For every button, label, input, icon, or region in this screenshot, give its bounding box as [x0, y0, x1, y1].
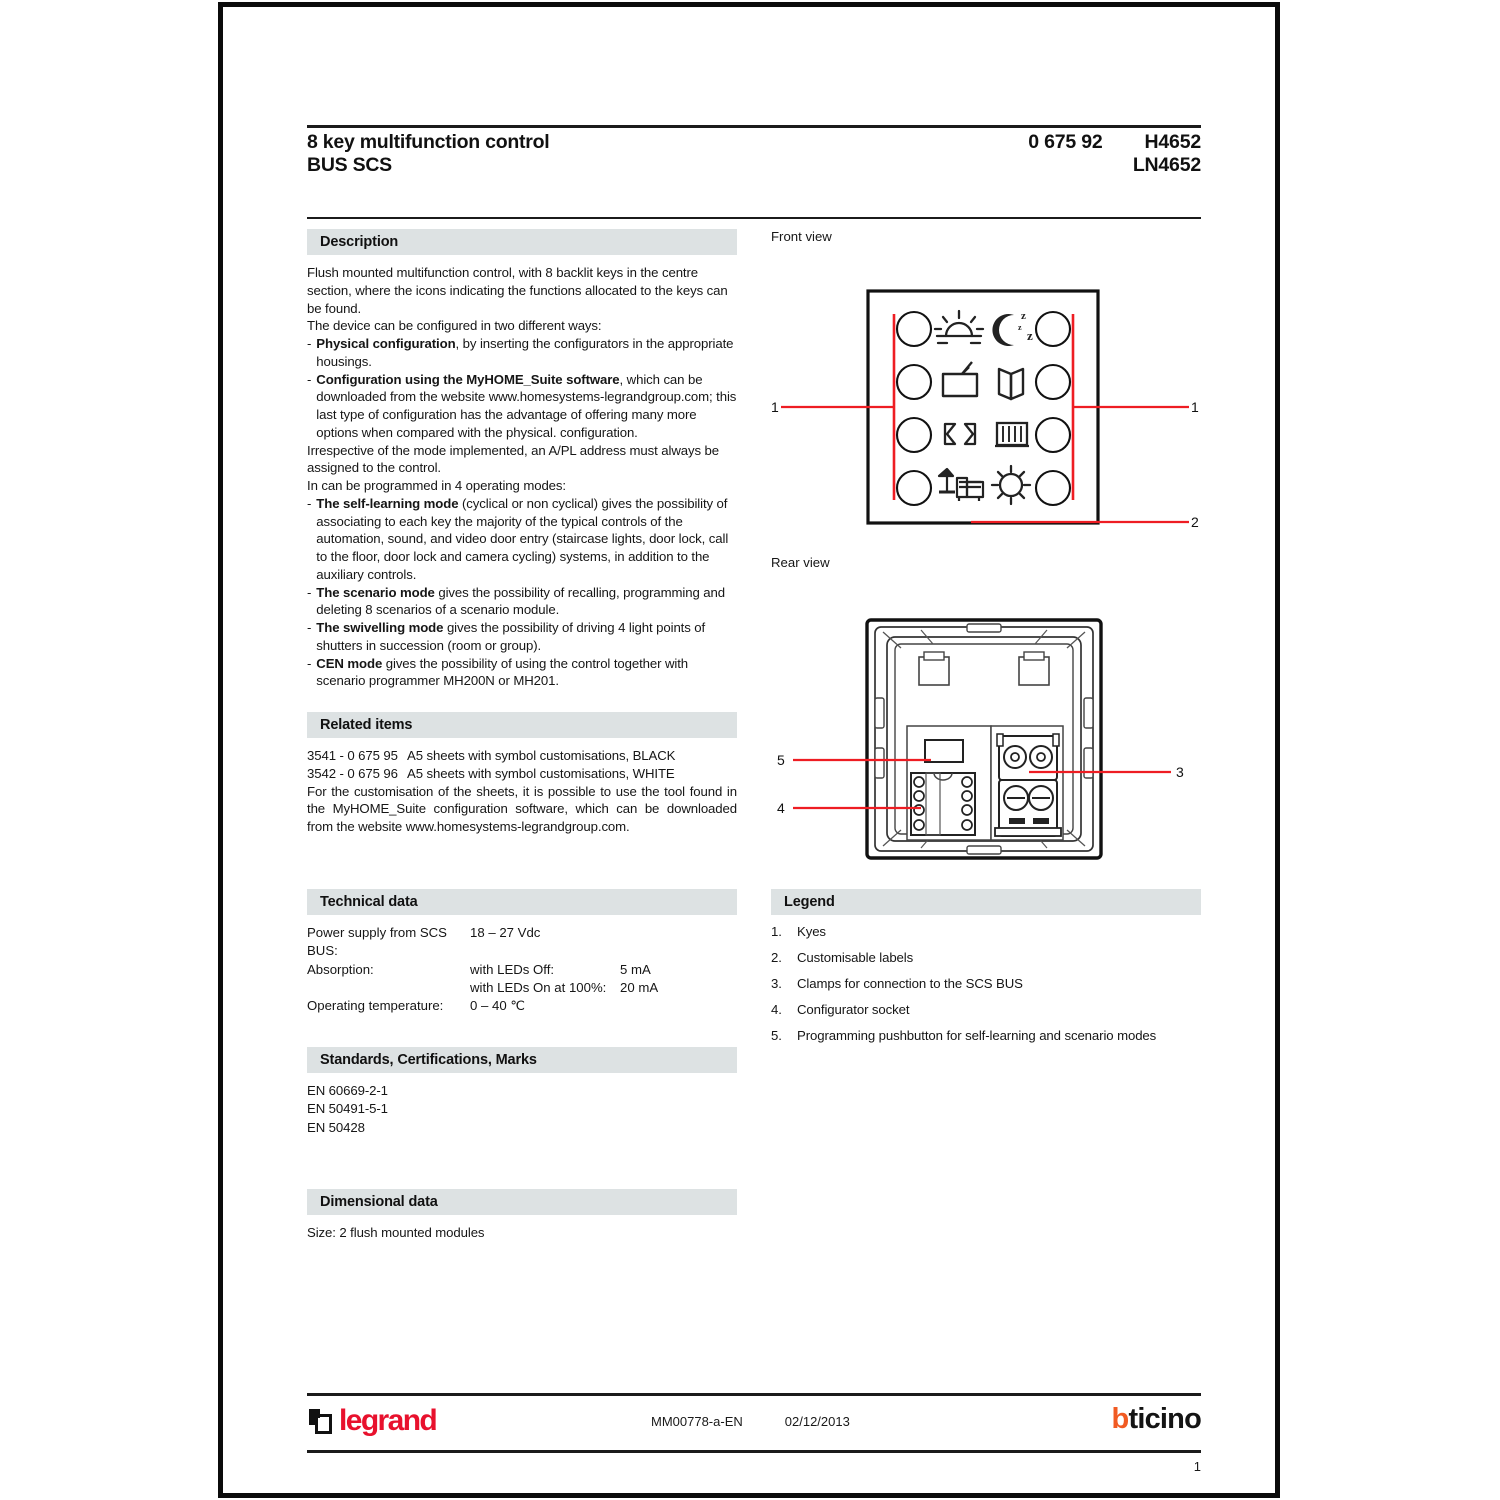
- configurator-pin: [962, 820, 972, 830]
- tech-value: 0 – 40 ℃: [470, 998, 526, 1014]
- related-items-section: [307, 712, 737, 836]
- configurator-pin: [962, 805, 972, 815]
- page-title: 8 key multifunction control: [307, 131, 550, 153]
- related-item-desc: A5 sheets with symbol customisations, WHITE: [407, 765, 675, 781]
- table-row: [307, 961, 737, 979]
- related-items-body: [307, 747, 737, 836]
- mounting-boss-left: [919, 657, 949, 685]
- mode-bullet-self-learning-bold: The self-learning mode: [316, 495, 459, 511]
- product-code-h: H4652: [1144, 131, 1201, 153]
- svg-text:z: z: [1018, 323, 1022, 332]
- page-subtitle: BUS SCS: [307, 154, 392, 176]
- front-view-caption: Front view: [771, 229, 832, 244]
- technical-data-table: [307, 924, 737, 1016]
- tech-key: Power supply from SCS BUS:: [307, 925, 447, 959]
- bullet-dash: -: [307, 371, 312, 387]
- standard-item: EN 50428: [307, 1119, 365, 1135]
- legend-label: Customisable labels: [797, 950, 914, 965]
- legend-number: 4.: [771, 1002, 782, 1017]
- key-button-6[interactable]: [1036, 365, 1070, 399]
- list-item: [771, 924, 1201, 939]
- rear-callout-number-4: 4: [777, 800, 785, 816]
- key-button-3[interactable]: [897, 418, 931, 452]
- rear-view-drawing-wrap: [771, 580, 1201, 870]
- description-body: [307, 264, 737, 690]
- side-slot-right-bottom: [1084, 748, 1093, 778]
- key-button-1[interactable]: [897, 312, 931, 346]
- table-row: [307, 979, 737, 997]
- mode-bullet-scenario-rest: gives the possibility of recalling, programming and deleting 8 scenarios of a scenario module.: [316, 584, 725, 618]
- configurator-pin: [962, 791, 972, 801]
- bullet-dash: -: [307, 336, 312, 351]
- legend-header-bar: [771, 889, 1201, 915]
- legrand-wordmark: legrand: [339, 1404, 437, 1437]
- config-bullet-software-text: [316, 371, 737, 442]
- programming-pushbutton[interactable]: [925, 740, 963, 762]
- mode-bullet-self-learning-text: [316, 495, 737, 584]
- tech-value-2: 20 mA: [620, 980, 659, 996]
- list-item: [771, 976, 1201, 991]
- legrand-logo: [309, 1406, 436, 1436]
- rear-view-figure: [771, 555, 1201, 870]
- mode-bullet-self-learning-rest: (cyclical or non cyclical) gives the possibility of associating to each key the majority of the typical controls of the automation, sound, and video door entry (staircase lights, door lock, call to the floor, door lock and camera cycling) systems, in addition to the auxiliary controls.: [316, 495, 729, 582]
- description-paragraph-3: Irrespective of the mode implemented, an A/PL address must always be assigned to the control.: [307, 442, 719, 476]
- tech-value-2: 5 mA: [620, 961, 651, 977]
- technical-data-header-label: Technical data: [320, 894, 418, 910]
- document-header: [307, 131, 1201, 195]
- rear-view-caption: Rear view: [771, 555, 830, 570]
- side-slot-left-bottom: [875, 748, 884, 778]
- latch-tab-top: [967, 624, 1001, 632]
- mode-bullet-cen-bold: CEN mode: [316, 655, 383, 671]
- related-items-header-label: Related items: [320, 717, 413, 733]
- legend-label: Programming pushbutton for self-learning and scenario modes: [797, 1028, 1157, 1043]
- side-slot-left-top: [875, 698, 884, 728]
- standard-item: EN 60669-2-1: [307, 1083, 388, 1098]
- bullet-dash: -: [307, 495, 312, 511]
- mode-bullet-cen-rest: gives the possibility of using the control together with scenario programmer MH200N or MH201.: [316, 655, 689, 689]
- key-button-7[interactable]: [1036, 418, 1070, 452]
- related-items-note: For the customisation of the sheets, it is possible to use the tool found in the MyHOME_Suite configuration software, which can be downloaded from the website www.homesystems-legrandgroup.com.: [307, 783, 737, 834]
- configurator-pin: [914, 805, 924, 815]
- header-code-block: [1028, 131, 1201, 177]
- front-callout-right-number: 1: [1191, 399, 1199, 415]
- bus-clamp-terminal-1-hole: [1011, 753, 1019, 761]
- mode-bullet-scenario-text: [316, 584, 737, 620]
- technical-data-section: [307, 889, 737, 1016]
- tech-value: with LEDs On at 100%:: [470, 980, 607, 996]
- config-bullet-physical-bold: Physical configuration: [316, 336, 456, 351]
- bus-clamp-wire-slot-1: [1009, 818, 1025, 824]
- technical-data-header-bar: [307, 889, 737, 915]
- front-view-drawing: [771, 254, 1201, 546]
- description-paragraph-2: The device can be configured in two different ways:: [307, 318, 602, 334]
- configurator-pin: [914, 820, 924, 830]
- rear-callout-number-3: 3: [1176, 764, 1184, 780]
- svg-text:z: z: [1021, 310, 1026, 322]
- related-item-row: [307, 765, 737, 783]
- legend-section: [771, 889, 1201, 1054]
- rear-view-drawing: [771, 580, 1201, 870]
- side-slot-right-top: [1084, 698, 1093, 728]
- legrand-mark-part-c: [318, 1418, 327, 1430]
- bus-clamp-terminal-2-hole: [1037, 753, 1045, 761]
- mode-bullet-swivelling: [307, 619, 737, 655]
- front-callout-left-number: 1: [771, 399, 779, 415]
- product-code-ln: LN4652: [1132, 154, 1201, 176]
- config-bullet-software-rest: , which can be downloaded from the website www.homesystems-legrandgroup.com; this last type of configuration has the advantage of offering many more options when compared with the physical. configuration.: [316, 371, 737, 440]
- header-title-block: [307, 131, 549, 177]
- mode-bullet-swivelling-text: [316, 619, 737, 655]
- related-item-code: 3542 - 0 675 96: [307, 765, 398, 781]
- dimensional-data-header-bar: [307, 1189, 737, 1215]
- bus-clamp-tab-left: [997, 734, 1003, 746]
- legend-number: 1.: [771, 924, 782, 939]
- mode-bullet-scenario-bold: The scenario mode: [316, 584, 435, 600]
- configurator-pin: [914, 777, 924, 787]
- bus-clamp-tab-right: [1053, 734, 1059, 746]
- related-item-code: 3541 - 0 675 95: [307, 748, 398, 763]
- standards-body: [307, 1082, 737, 1137]
- description-header-label: Description: [320, 234, 399, 250]
- mode-bullet-swivelling-rest: gives the possibility of driving 4 light points of shutters in succession (room or group).: [316, 620, 706, 653]
- document-footer: [307, 1396, 1201, 1450]
- header-rule-top: [307, 125, 1201, 128]
- list-item: [771, 1002, 1201, 1017]
- tech-key: [307, 979, 470, 997]
- footer-rule-bottom: [307, 1450, 1201, 1453]
- standards-section: [307, 1047, 737, 1137]
- legend-list: [771, 924, 1201, 1043]
- table-row: [307, 924, 737, 961]
- header-code-row-1: [1028, 131, 1201, 154]
- legend-label: Configurator socket: [797, 1002, 910, 1017]
- document-code: MM00778-a-EN: [651, 1414, 743, 1429]
- mode-bullet-scenario: [307, 584, 737, 620]
- document-sheet: [218, 2, 1280, 1498]
- bus-clamp-base: [995, 828, 1061, 836]
- bullet-dash: -: [307, 655, 312, 671]
- mode-bullet-cen: [307, 655, 737, 691]
- key-button-4[interactable]: [897, 471, 931, 505]
- config-bullet-physical-text: [316, 335, 737, 371]
- dimensional-data-section: [307, 1189, 737, 1242]
- mode-bullet-self-learning: [307, 495, 737, 584]
- list-item: [771, 1028, 1201, 1043]
- latch-tab-bottom: [967, 846, 1001, 854]
- legend-number: 3.: [771, 976, 782, 991]
- tech-key: Operating temperature:: [307, 998, 444, 1014]
- front-callout-bottom-number: 2: [1191, 514, 1199, 530]
- document-date: 02/12/2013: [784, 1414, 850, 1429]
- page-number: 1: [1193, 1459, 1201, 1474]
- description-paragraph-1: Flush mounted multifunction control, with 8 backlit keys in the centre section, where the icons indicating the functions allocated to the keys can be found.: [307, 265, 728, 316]
- legend-number: 5.: [771, 1028, 782, 1043]
- document-page: [223, 7, 1275, 1493]
- legend-number: 2.: [771, 950, 782, 965]
- standards-header-label: Standards, Certifications, Marks: [320, 1052, 537, 1068]
- related-item-desc: A5 sheets with symbol customisations, BLACK: [407, 748, 676, 763]
- tech-key: Absorption:: [307, 961, 374, 977]
- rear-callout-number-5: 5: [777, 752, 785, 768]
- config-bullet-software: [307, 371, 737, 442]
- bticino-logo-rest: ticino: [1128, 1403, 1201, 1435]
- standard-item: EN 50491-5-1: [307, 1101, 388, 1117]
- legend-header-label: Legend: [784, 894, 835, 910]
- front-view-drawing-wrap: [771, 254, 1201, 546]
- description-section: [307, 229, 737, 690]
- configurator-pin: [914, 791, 924, 801]
- standards-header-bar: [307, 1047, 737, 1073]
- tech-value: with LEDs Off:: [470, 961, 555, 977]
- config-bullet-software-bold: Configuration using the MyHOME_Suite software: [316, 371, 620, 387]
- mounting-boss-right: [1019, 657, 1049, 685]
- tech-value: 18 – 27 Vdc: [470, 925, 541, 940]
- description-header-bar: [307, 229, 737, 255]
- bullet-dash: -: [307, 584, 312, 600]
- dimensional-data-header-label: Dimensional data: [320, 1194, 438, 1210]
- key-button-2[interactable]: [897, 365, 931, 399]
- mounting-boss-right-cap: [1024, 652, 1044, 660]
- description-paragraph-4: In can be programmed in 4 operating modes:: [307, 478, 566, 493]
- related-item-row: [307, 747, 737, 765]
- bullet-dash: -: [307, 620, 312, 635]
- bticino-logo: [1112, 1405, 1201, 1434]
- front-view-figure: [771, 229, 1201, 546]
- mounting-boss-left-cap: [924, 652, 944, 660]
- legend-label: Clamps for connection to the SCS BUS: [797, 976, 1023, 991]
- svg-text:z: z: [1027, 328, 1033, 343]
- legend-label: Kyes: [797, 924, 826, 939]
- legrand-mark-icon: [309, 1409, 332, 1434]
- footer-metadata: [651, 1414, 850, 1429]
- related-items-header-bar: [307, 712, 737, 738]
- dimensional-data-body: Size: 2 flush mounted modules: [307, 1225, 485, 1240]
- mode-bullet-cen-text: [316, 655, 737, 691]
- bticino-logo-b: b: [1111, 1403, 1129, 1435]
- key-button-8[interactable]: [1036, 471, 1070, 505]
- header-rule-bottom: [307, 217, 1201, 219]
- config-bullet-physical-rest: , by inserting the configurators in the appropriate housings.: [316, 336, 734, 369]
- table-row: [307, 997, 737, 1015]
- mode-bullet-swivelling-bold: The swivelling mode: [316, 620, 444, 635]
- config-bullet-physical: [307, 335, 737, 371]
- bus-clamp-wire-slot-2: [1033, 818, 1049, 824]
- catalog-code: 0 675 92: [1028, 131, 1103, 153]
- configurator-pin: [962, 777, 972, 787]
- key-button-5[interactable]: [1036, 312, 1070, 346]
- list-item: [771, 950, 1201, 965]
